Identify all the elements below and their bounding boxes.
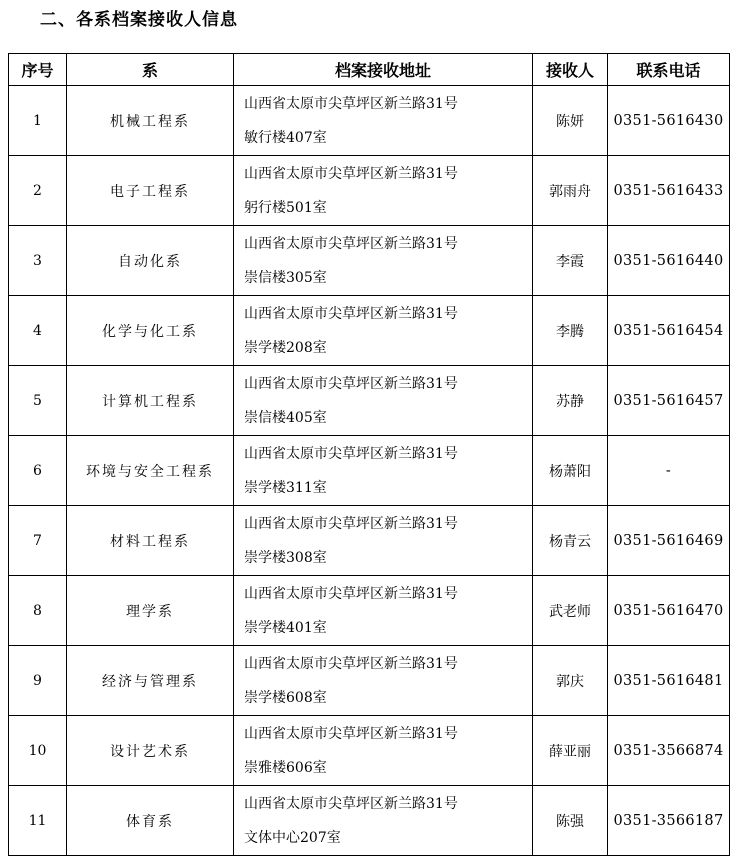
address-line-2: 躬行楼501室 — [244, 199, 327, 216]
address-line-1: 山西省太原市尖草坪区新兰路31号 — [244, 585, 458, 602]
row-address — [234, 716, 533, 786]
address-line-2: 崇信楼405室 — [244, 409, 327, 426]
row-address — [234, 86, 533, 156]
row-address — [234, 436, 533, 506]
row-receiver: 陈妍 — [533, 86, 608, 156]
table-row — [9, 576, 730, 646]
row-phone: 0351-5616440 — [608, 226, 730, 296]
row-no: 8 — [9, 576, 67, 646]
row-receiver: 郭庆 — [533, 646, 608, 716]
table-row — [9, 716, 730, 786]
row-address — [234, 296, 533, 366]
address-line-2: 崇学楼208室 — [244, 339, 327, 356]
header-no: 序号 — [9, 54, 67, 86]
row-dept: 计算机工程系 — [67, 366, 234, 436]
address-line-1: 山西省太原市尖草坪区新兰路31号 — [244, 445, 458, 462]
address-line-1: 山西省太原市尖草坪区新兰路31号 — [244, 95, 458, 112]
address-line-2: 崇学楼608室 — [244, 689, 327, 706]
row-no: 7 — [9, 506, 67, 576]
address-line-2: 崇学楼311室 — [244, 479, 327, 496]
row-dept: 材料工程系 — [67, 506, 234, 576]
table-body — [9, 86, 730, 856]
table-row — [9, 156, 730, 226]
address-line-2: 崇学楼401室 — [244, 619, 327, 636]
header-address: 档案接收地址 — [234, 54, 533, 86]
row-dept: 化学与化工系 — [67, 296, 234, 366]
archive-receiver-table — [8, 53, 730, 856]
row-phone: 0351-5616481 — [608, 646, 730, 716]
row-address — [234, 506, 533, 576]
row-phone: 0351-5616430 — [608, 86, 730, 156]
row-dept: 电子工程系 — [67, 156, 234, 226]
table-row — [9, 646, 730, 716]
row-address — [234, 786, 533, 856]
row-receiver: 郭雨舟 — [533, 156, 608, 226]
row-dept: 机械工程系 — [67, 86, 234, 156]
row-receiver: 武老师 — [533, 576, 608, 646]
address-line-2: 敏行楼407室 — [244, 129, 327, 146]
row-phone: 0351-5616454 — [608, 296, 730, 366]
table-row — [9, 786, 730, 856]
row-no: 5 — [9, 366, 67, 436]
row-dept: 经济与管理系 — [67, 646, 234, 716]
row-no: 2 — [9, 156, 67, 226]
row-receiver: 李腾 — [533, 296, 608, 366]
address-line-2: 崇雅楼606室 — [244, 759, 327, 776]
row-no: 9 — [9, 646, 67, 716]
table-row — [9, 86, 730, 156]
row-phone: 0351-5616433 — [608, 156, 730, 226]
header-phone: 联系电话 — [608, 54, 730, 86]
row-dept: 设计艺术系 — [67, 716, 234, 786]
address-line-1: 山西省太原市尖草坪区新兰路31号 — [244, 725, 458, 742]
row-no: 3 — [9, 226, 67, 296]
header-receiver: 接收人 — [533, 54, 608, 86]
table-row — [9, 506, 730, 576]
table-row — [9, 366, 730, 436]
row-address — [234, 646, 533, 716]
table-row — [9, 226, 730, 296]
row-receiver: 陈强 — [533, 786, 608, 856]
row-phone: 0351-5616469 — [608, 506, 730, 576]
row-receiver: 杨青云 — [533, 506, 608, 576]
row-no: 11 — [9, 786, 67, 856]
row-phone: 0351-3566874 — [608, 716, 730, 786]
address-line-1: 山西省太原市尖草坪区新兰路31号 — [244, 655, 458, 672]
row-no: 1 — [9, 86, 67, 156]
row-phone: 0351-5616457 — [608, 366, 730, 436]
row-address — [234, 156, 533, 226]
header-dept: 系 — [67, 54, 234, 86]
address-line-1: 山西省太原市尖草坪区新兰路31号 — [244, 375, 458, 392]
section-heading: 二、各系档案接收人信息 — [40, 10, 238, 30]
address-line-2: 崇学楼308室 — [244, 549, 327, 566]
row-receiver: 杨萧阳 — [533, 436, 608, 506]
row-dept: 理学系 — [67, 576, 234, 646]
row-receiver: 苏静 — [533, 366, 608, 436]
row-receiver: 李霞 — [533, 226, 608, 296]
table-row — [9, 436, 730, 506]
row-no: 6 — [9, 436, 67, 506]
row-address — [234, 576, 533, 646]
row-address — [234, 226, 533, 296]
address-line-2: 崇信楼305室 — [244, 269, 327, 286]
row-dept: 自动化系 — [67, 226, 234, 296]
table-row — [9, 296, 730, 366]
address-line-1: 山西省太原市尖草坪区新兰路31号 — [244, 795, 458, 812]
address-line-2: 文体中心207室 — [244, 829, 341, 846]
row-address — [234, 366, 533, 436]
row-dept: 体育系 — [67, 786, 234, 856]
row-no: 10 — [9, 716, 67, 786]
address-line-1: 山西省太原市尖草坪区新兰路31号 — [244, 515, 458, 532]
address-line-1: 山西省太原市尖草坪区新兰路31号 — [244, 165, 458, 182]
table-header-row — [9, 54, 730, 86]
row-phone: - — [608, 436, 730, 506]
row-phone: 0351-3566187 — [608, 786, 730, 856]
address-line-1: 山西省太原市尖草坪区新兰路31号 — [244, 235, 458, 252]
row-phone: 0351-5616470 — [608, 576, 730, 646]
address-line-1: 山西省太原市尖草坪区新兰路31号 — [244, 305, 458, 322]
row-dept: 环境与安全工程系 — [67, 436, 234, 506]
row-receiver: 薛亚丽 — [533, 716, 608, 786]
row-no: 4 — [9, 296, 67, 366]
